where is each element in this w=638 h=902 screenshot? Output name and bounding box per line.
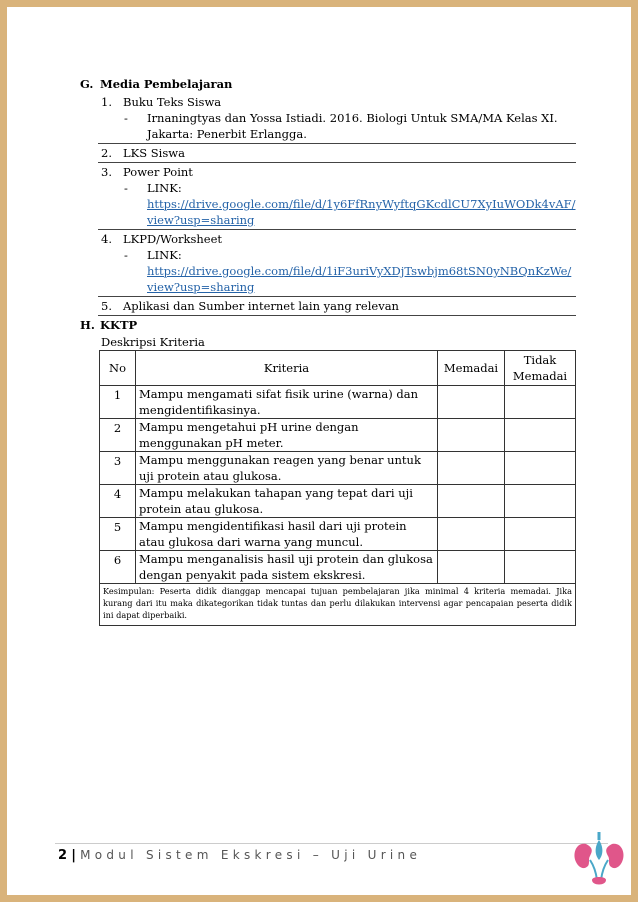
- list-item: [98, 163, 576, 230]
- reference-text: Irnaningtyas dan Yossa Istiadi. 2016. Biologi Untuk SMA/MA Kelas XI. Jakarta: Penerbit Erlangga.: [147, 111, 558, 141]
- section-g-title: Media Pembelajaran: [100, 77, 233, 91]
- header-criteria: Kriteria: [136, 351, 438, 386]
- row-criteria: Mampu mengamati sifat fisik urine (warna) dan mengidentifikasinya.: [136, 386, 438, 419]
- section-g-letter: G.: [80, 77, 94, 91]
- footer-divider: [55, 843, 608, 844]
- adequate-cell[interactable]: [438, 551, 505, 584]
- table-row: [100, 419, 576, 452]
- row-criteria: Mampu menganalisis hasil uji protein dan glukosa dengan penyakit pada sistem ekskresi.: [136, 551, 438, 584]
- adequate-cell[interactable]: [438, 518, 505, 551]
- item-number: 3.: [101, 165, 112, 179]
- not-adequate-cell[interactable]: [505, 551, 576, 584]
- item-label: LKS Siswa: [123, 146, 185, 160]
- item-number: 1.: [101, 95, 112, 109]
- page-number: 2: [58, 848, 68, 863]
- powerpoint-link[interactable]: https://drive.google.com/file/d/1y6FfRnyWyftqGKcdlCU7XyIuWODk4vAF/view?usp=sharing: [147, 197, 576, 227]
- link-label: LINK:: [147, 248, 182, 262]
- list-item: [98, 93, 576, 144]
- criteria-description: Deskripsi Kriteria: [101, 335, 205, 349]
- table-header-row: [100, 351, 576, 386]
- row-number: 4: [100, 485, 136, 518]
- not-adequate-cell[interactable]: [505, 419, 576, 452]
- section-h-heading: [80, 318, 137, 332]
- not-adequate-cell[interactable]: [505, 452, 576, 485]
- kidney-icon: [570, 830, 628, 890]
- dash: -: [124, 181, 128, 195]
- table-row: [100, 518, 576, 551]
- page-footer: [58, 848, 421, 863]
- table-row: [100, 485, 576, 518]
- conclusion-row: [100, 584, 576, 626]
- row-number: 3: [100, 452, 136, 485]
- sub-item: [101, 263, 576, 295]
- adequate-cell[interactable]: [438, 419, 505, 452]
- item-number: 2.: [101, 146, 112, 160]
- item-label: Aplikasi dan Sumber internet lain yang relevan: [123, 299, 399, 313]
- not-adequate-cell[interactable]: [505, 386, 576, 419]
- section-g-heading: [80, 77, 232, 91]
- item-label: Power Point: [123, 165, 193, 179]
- adequate-cell[interactable]: [438, 386, 505, 419]
- header-not-adequate: Tidak Memadai: [505, 351, 576, 386]
- list-item: [98, 297, 576, 316]
- not-adequate-cell[interactable]: [505, 485, 576, 518]
- row-criteria: Mampu menggunakan reagen yang benar untuk uji protein atau glukosa.: [136, 452, 438, 485]
- table-row: [100, 386, 576, 419]
- item-label: LKPD/Worksheet: [123, 232, 223, 246]
- table-row: [100, 452, 576, 485]
- module-title: Modul Sistem Ekskresi – Uji Urine: [80, 848, 422, 862]
- row-criteria: Mampu melakukan tahapan yang tepat dari uji protein atau glukosa.: [136, 485, 438, 518]
- not-adequate-cell[interactable]: [505, 518, 576, 551]
- section-h-letter: H.: [80, 318, 95, 332]
- item-number: 5.: [101, 299, 112, 313]
- sub-item: [101, 247, 576, 263]
- item-label: Buku Teks Siswa: [123, 95, 222, 109]
- list-item: [98, 144, 576, 163]
- link-label: LINK:: [147, 181, 182, 195]
- sub-item: [101, 110, 576, 142]
- conclusion-text: Kesimpulan: Peserta didik dianggap mencapai tujuan pembelajaran jika minimal 4 kriteria memadai. Jika kurang dari itu maka dikategorikan tidak tuntas dan perlu dilakukan intervensi agar pencapaian peserta didik ini dapat diperbaiki.: [100, 584, 576, 626]
- sub-item: [101, 196, 576, 228]
- list-item: [98, 230, 576, 297]
- table-row: [100, 551, 576, 584]
- worksheet-link[interactable]: https://drive.google.com/file/d/1iF3uriVyXDjTswbjm68tSN0yNBQnKzWe/view?usp=sharing: [147, 264, 572, 294]
- adequate-cell[interactable]: [438, 485, 505, 518]
- row-number: 1: [100, 386, 136, 419]
- row-number: 6: [100, 551, 136, 584]
- header-adequate: Memadai: [438, 351, 505, 386]
- section-h-title: KKTP: [100, 318, 138, 332]
- row-number: 2: [100, 419, 136, 452]
- kktp-table: [99, 350, 576, 626]
- adequate-cell[interactable]: [438, 452, 505, 485]
- dash: -: [124, 111, 128, 125]
- row-criteria: Mampu mengetahui pH urine dengan menggunakan pH meter.: [136, 419, 438, 452]
- row-number: 5: [100, 518, 136, 551]
- sub-item: [101, 180, 576, 196]
- item-number: 4.: [101, 232, 112, 246]
- header-no: No: [100, 351, 136, 386]
- footer-separator: |: [71, 848, 76, 863]
- row-criteria: Mampu mengidentifikasi hasil dari uji protein atau glukosa dari warna yang muncul.: [136, 518, 438, 551]
- dash: -: [124, 248, 128, 262]
- media-list: [98, 93, 576, 316]
